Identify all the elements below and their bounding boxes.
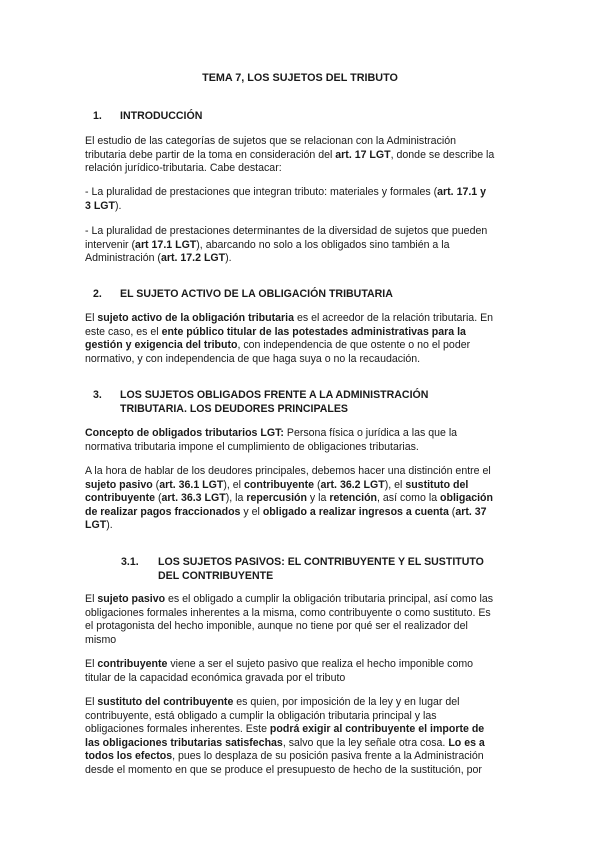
paragraph-prestaciones-materiales: - La pluralidad de prestaciones que integran tributo: materiales y formales (art. 17.1 y 3 LGT). <box>85 186 487 212</box>
document-title: TEMA 7, LOS SUJETOS DEL TRIBUTO <box>202 72 398 84</box>
section-number: 2. <box>93 288 102 300</box>
paragraph-sustituto: El sustituto del contribuyente es quien, por imposición de la ley y en lugar del contribuyente, está obligado a cumplir la obligación tributaria principal y las obligaciones formales inherentes. Este podrá exigir al contribuyente el importe de las obligaciones tributarias satisfechas, salvo que la ley señale otra cosa. Lo es a todos los efectos, pues lo desplaza de su posición pasiva frente a la Administración desde el momento en que se produce el presupuesto de hecho de la sustitución, por <box>85 696 485 776</box>
section-title: EL SUJETO ACTIVO DE LA OBLIGACIÓN TRIBUTARIA <box>120 288 393 300</box>
paragraph-diversidad-sujetos: - La pluralidad de prestaciones determinantes de la diversidad de sujetos que pueden intervenir (art 17.1 LGT), abarcando no solo a los obligados sino también a la Administración (art. 17.2 LGT). <box>85 225 488 265</box>
paragraph-concepto-obligados: Concepto de obligados tributarios LGT: Persona física o jurídica a las que la normativa tributaria impone el cumplimiento de obligaciones tributarias. <box>85 427 458 453</box>
paragraph-intro: El estudio de las categorías de sujetos que se relacionan con la Administración tributaria debe partir de la toma en consideración del art. 17 LGT, donde se describe la relación jurídico-tributaria. Cabe destacar: <box>85 135 495 175</box>
subsection-number: 3.1. <box>121 556 139 568</box>
paragraph-deudores-principales: A la hora de hablar de los deudores principales, debemos hacer una distinción entre el sujeto pasivo (art. 36.1 LGT), el contribuyente (art. 36.2 LGT), el sustituto del contribuyente (art. 36.3 LGT), la repercusión y la retención, así como la obligación de realizar pagos fraccionados y el obligado a realizar ingresos a cuenta (art. 37 LGT). <box>85 465 493 532</box>
section-number: 3. <box>93 389 102 401</box>
paragraph-sujeto-activo: El sujeto activo de la obligación tributaria es el acreedor de la relación tributaria. En este caso, es el ente público titular de las potestades administrativas para la gestión y exigencia del tributo, con independencia de que ostente o no el poder normativo, y con independencia de que haga suya o no la recaudación. <box>85 312 494 365</box>
section-title: INTRODUCCIÓN <box>120 110 203 122</box>
paragraph-sujeto-pasivo: El sujeto pasivo es el obligado a cumplir la obligación tributaria principal, así como las obligaciones formales inherentes a la misma, como contribuyente o como sustituto. Es el protagonista del hecho imponible, aunque no tiene por qué ser el realizador del mismo <box>85 593 494 646</box>
section-title: LOS SUJETOS OBLIGADOS FRENTE A LA ADMINISTRACIÓN TRIBUTARIA. LOS DEUDORES PRINCIPALES <box>120 389 429 415</box>
subsection-title: LOS SUJETOS PASIVOS: EL CONTRIBUYENTE Y EL SUSTITUTO DEL CONTRIBUYENTE <box>158 556 484 582</box>
section-number: 1. <box>93 110 102 122</box>
paragraph-contribuyente: El contribuyente viene a ser el sujeto pasivo que realiza el hecho imponible como titular de la capacidad económica gravada por el tributo <box>85 658 474 684</box>
